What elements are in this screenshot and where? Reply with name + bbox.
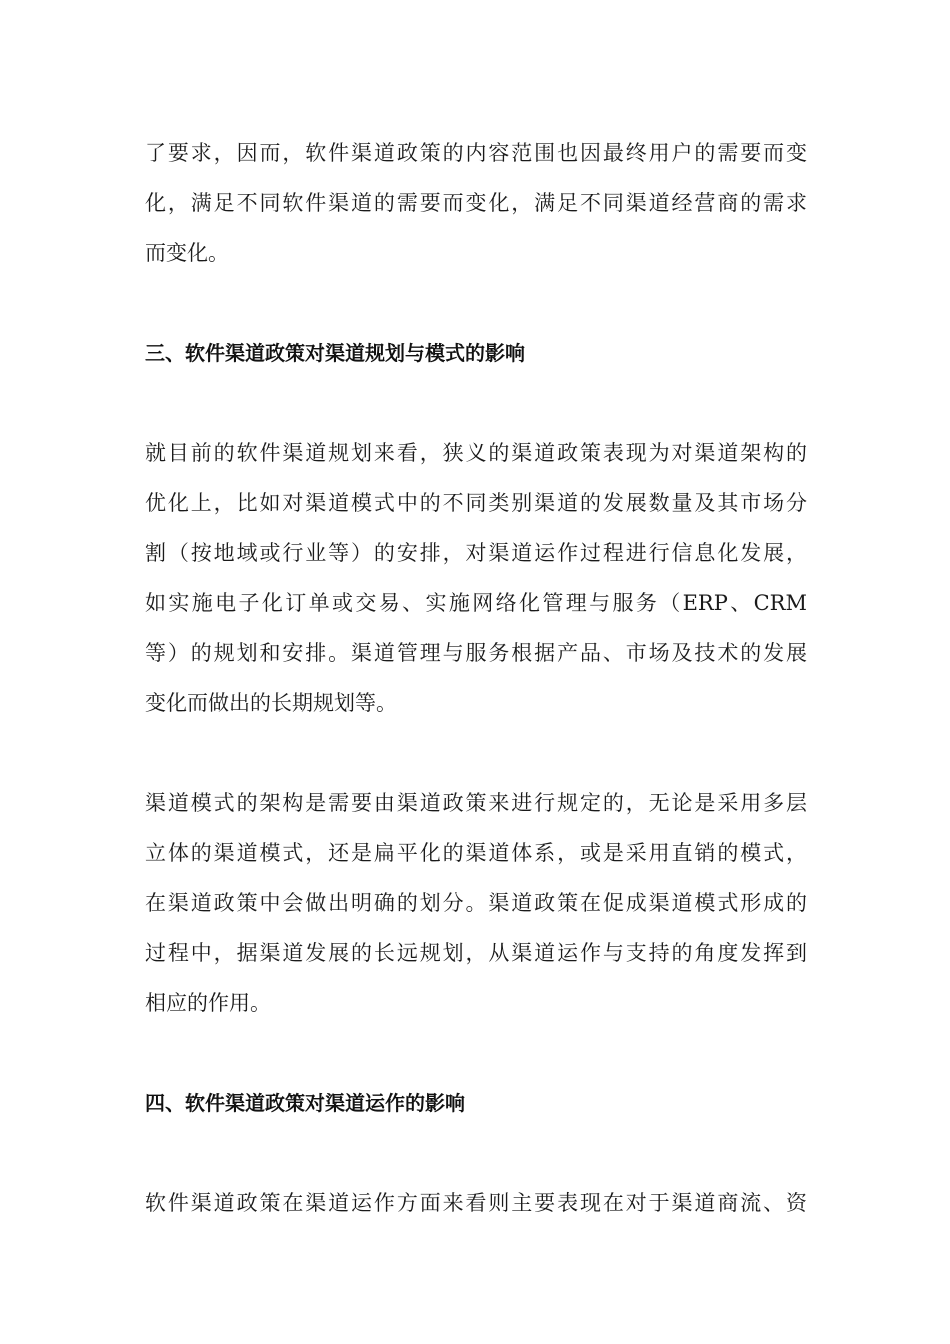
spacer (145, 1028, 807, 1078)
spacer (145, 728, 807, 778)
paragraph-line: 渠道模式的架构是需要由渠道政策来进行规定的，无论是采用多层 (145, 791, 807, 815)
paragraph-line: 过程中，据渠道发展的长远规划，从渠道运作与支持的角度发挥到 (145, 941, 807, 965)
paragraph-line: 了要求，因而，软件渠道政策的内容范围也因最终用户的需要而变 (145, 141, 807, 165)
paragraph-line: 化，满足不同软件渠道的需要而变化，满足不同渠道经营商的需求 (145, 191, 807, 215)
paragraph-line: 就目前的软件渠道规划来看，狭义的渠道政策表现为对渠道架构的 (145, 441, 807, 465)
paragraph-channel-operation (145, 1178, 807, 1228)
paragraph-line: 等）的规划和安排。渠道管理与服务根据产品、市场及技术的发展 (145, 641, 807, 665)
paragraph-line: 优化上，比如对渠道模式中的不同类别渠道的发展数量及其市场分 (145, 491, 807, 515)
paragraph-line: 软件渠道政策在渠道运作方面来看则主要表现在对于渠道商流、资 (145, 1191, 807, 1215)
paragraph-line: 割（按地域或行业等）的安排，对渠道运作过程进行信息化发展， (145, 541, 807, 565)
section-heading-4: 四、软件渠道政策对渠道运作的影响 (145, 1091, 465, 1115)
paragraph-line: 立体的渠道模式，还是扁平化的渠道体系，或是采用直销的模式， (145, 841, 807, 865)
paragraph-line: 相应的作用。 (145, 991, 271, 1015)
paragraph-channel-model (145, 778, 807, 1028)
paragraph-continued (145, 128, 807, 278)
spacer (145, 278, 807, 328)
spacer (145, 1128, 807, 1178)
paragraph-line: 如实施电子化订单或交易、实施网络化管理与服务（ERP、CRM (145, 591, 807, 615)
section-heading-3: 三、软件渠道政策对渠道规划与模式的影响 (145, 341, 525, 365)
paragraph-channel-planning (145, 428, 807, 728)
paragraph-line: 变化而做出的长期规划等。 (145, 691, 397, 715)
paragraph-line: 在渠道政策中会做出明确的划分。渠道政策在促成渠道模式形成的 (145, 891, 807, 915)
spacer (145, 378, 807, 428)
document-body (145, 128, 807, 1228)
paragraph-line: 而变化。 (145, 241, 229, 265)
